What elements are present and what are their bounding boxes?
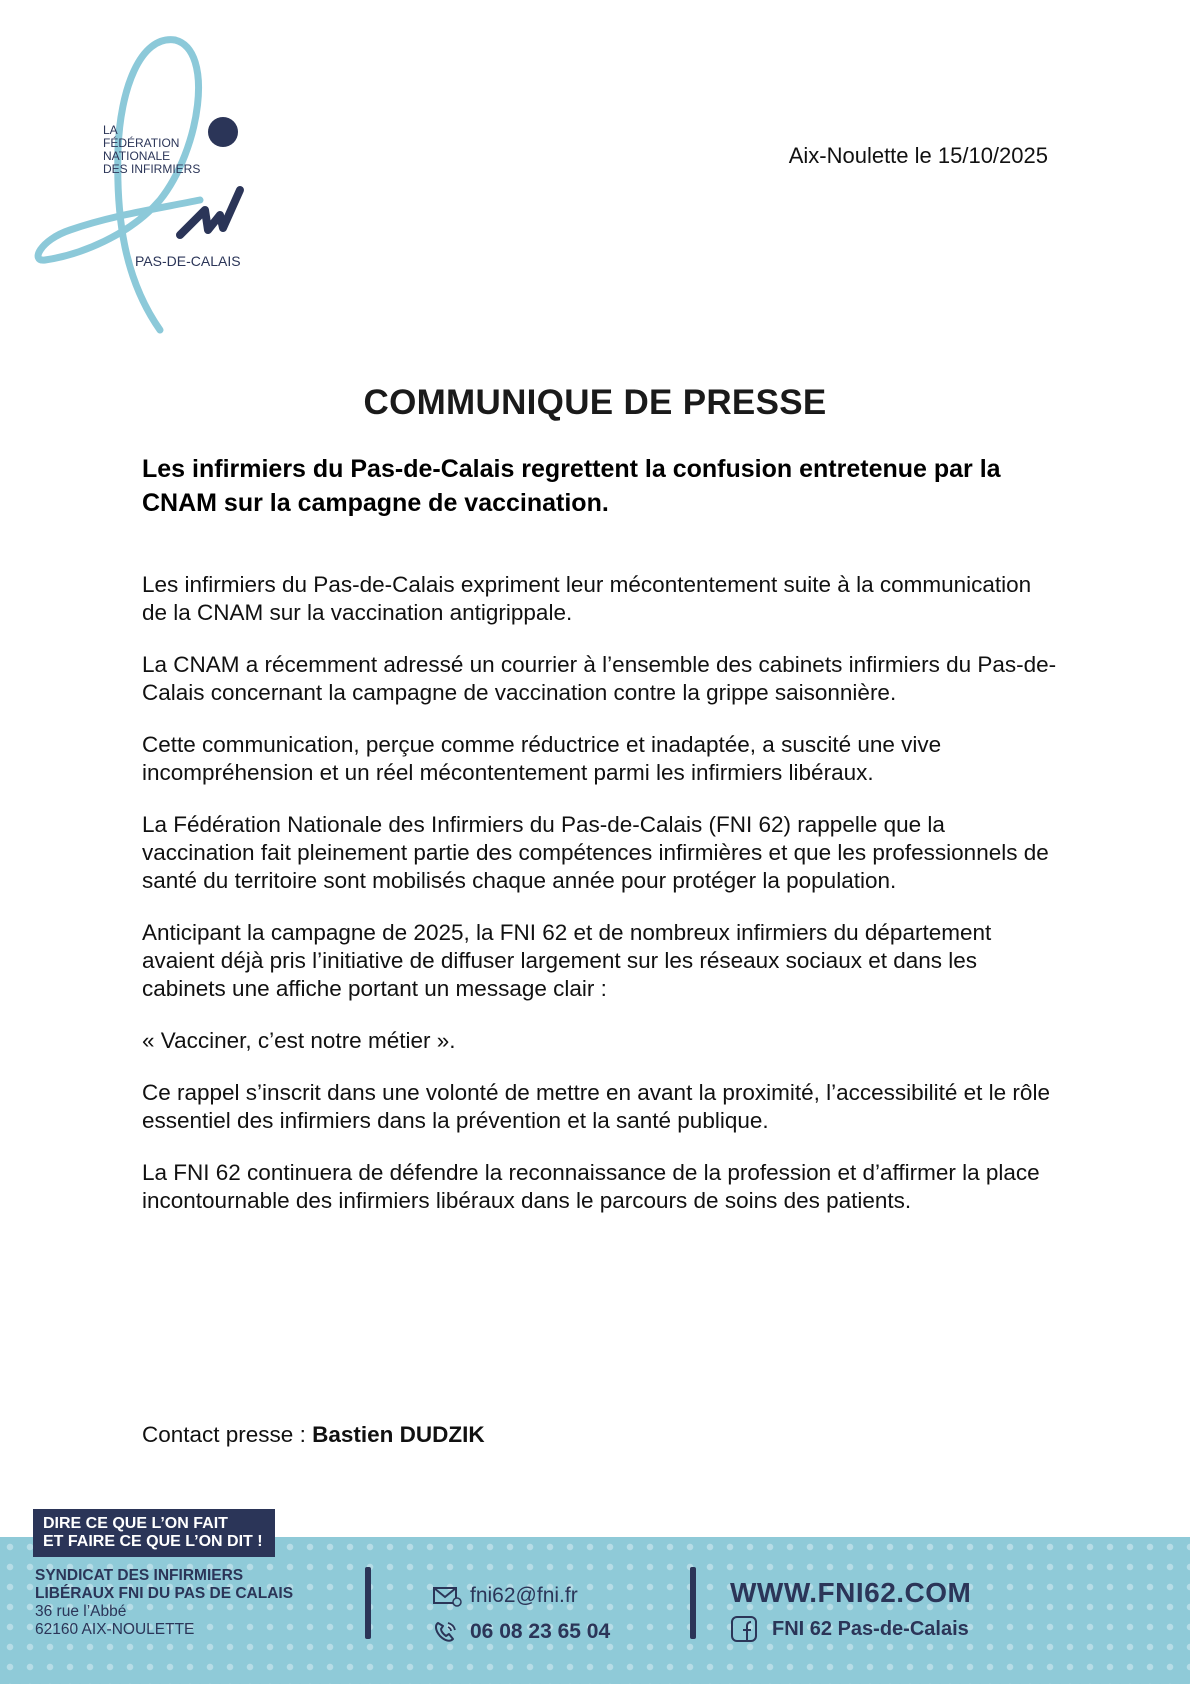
paragraph: Ce rappel s’inscrit dans une volonté de mettre en avant la proximité, l’accessibilité et le rôle essentiel des infirmiers dans la prévention et la santé publique. [142, 1080, 1050, 1133]
footer [0, 1505, 1190, 1684]
phone-line[interactable] [432, 1614, 610, 1650]
paragraph: Anticipant la campagne de 2025, la FNI 62 et de nombreux infirmiers du département avaient déjà pris l’initiative de diffuser largement sur les réseaux sociaux et dans les cabinets une affiche portant un message clair : [142, 920, 992, 1001]
phone-icon [432, 1620, 462, 1644]
contact-label: Contact presse : [142, 1422, 313, 1447]
paragraph: La Fédération Nationale des Infirmiers du Pas-de-Calais (FNI 62) rappelle que la vaccination fait pleinement partie des compétences infirmières et que les professionnels de santé du territoire sont mobilisés chaque année pour protéger la population. [142, 812, 1049, 893]
phone-number[interactable]: 06 08 23 65 04 [470, 1620, 611, 1643]
email-line[interactable] [432, 1578, 610, 1614]
org-address [35, 1567, 293, 1639]
contact-name: Bastien DUDZIK [312, 1422, 485, 1447]
footer-divider [690, 1567, 696, 1639]
slogan-box [33, 1509, 275, 1557]
quote-paragraph: « Vacciner, c’est notre métier ». [142, 1028, 456, 1053]
paragraph: La CNAM a récemment adressé un courrier à l’ensemble des cabinets infirmiers du Pas-de-Calais concernant la campagne de vaccination contre la grippe saisonnière. [142, 652, 1057, 705]
footer-contact [432, 1578, 610, 1650]
facebook-link[interactable]: FNI 62 Pas-de-Calais [772, 1617, 969, 1640]
footer-web [730, 1577, 971, 1643]
svg-text:PAS-DE-CALAIS: PAS-DE-CALAIS [135, 253, 241, 269]
facebook-line[interactable] [730, 1615, 971, 1643]
website-link[interactable]: WWW.FNI62.COM [730, 1577, 972, 1608]
paragraph: La FNI 62 continuera de défendre la reconnaissance de la profession et d’affirmer la place incontournable des infirmiers libéraux dans le parcours de soins des patients. [142, 1160, 1040, 1213]
logo-graphic [30, 30, 280, 350]
press-contact [142, 1422, 485, 1448]
svg-text:DES INFIRMIERS: DES INFIRMIERS [103, 162, 201, 176]
page-title: COMMUNIQUE DE PRESSE [363, 383, 827, 422]
fni-logo [30, 30, 280, 350]
org-name-line: LIBÉRAUX FNI DU PAS DE CALAIS [35, 1585, 294, 1602]
email-icon [432, 1584, 462, 1608]
svg-text:FÉDÉRATION: FÉDÉRATION [103, 136, 180, 150]
paragraph: Cette communication, perçue comme réductrice et inadaptée, a suscité une vive incompréhension et un réel mécontentement parmi les infirmiers libéraux. [142, 732, 942, 785]
paragraph: Les infirmiers du Pas-de-Calais expriment leur mécontentement suite à la communication de la CNAM sur la vaccination antigrippale. [142, 572, 1032, 625]
svg-text:LA: LA [103, 123, 118, 137]
footer-divider [365, 1567, 371, 1639]
address-line: 36 rue l’Abbé [35, 1603, 127, 1620]
svg-text:NATIONALE: NATIONALE [103, 149, 171, 163]
org-name-line: SYNDICAT DES INFIRMIERS [35, 1567, 244, 1584]
facebook-icon [730, 1615, 758, 1643]
slogan-line: DIRE CE QUE L’ON FAIT [43, 1515, 228, 1532]
date-line: Aix-Noulette le 15/10/2025 [788, 143, 1048, 168]
address-line: 62160 AIX-NOULETTE [35, 1621, 195, 1638]
email-link[interactable]: fni62@fni.fr [470, 1584, 578, 1607]
slogan-line: ET FAIRE CE QUE L’ON DIT ! [43, 1533, 263, 1550]
page-subtitle: Les infirmiers du Pas-de-Calais regrettent la confusion entretenue par la CNAM sur la campagne de vaccination. [142, 455, 1001, 517]
press-release-body [142, 571, 1062, 1239]
